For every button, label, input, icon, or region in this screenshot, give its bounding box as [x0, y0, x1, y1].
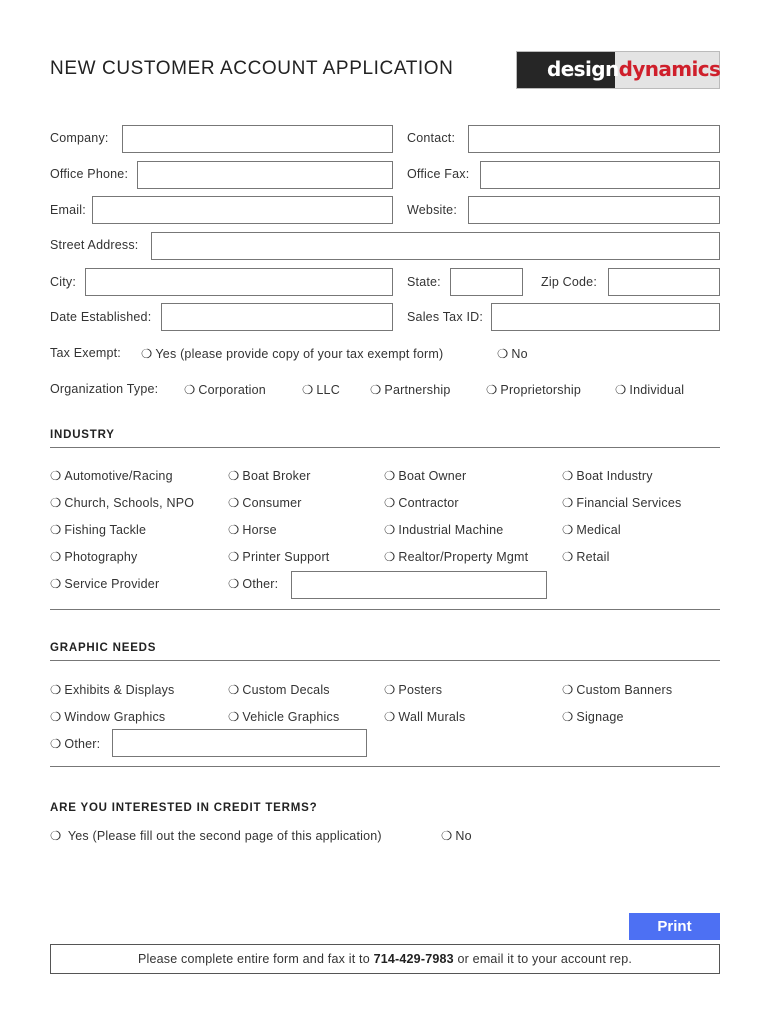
- option-label: Yes (Please fill out the second page of this application): [67, 829, 382, 843]
- date-established-field[interactable]: [161, 303, 393, 331]
- zip-code-label: Zip Code:: [541, 275, 597, 289]
- radio-icon: ❍: [50, 577, 62, 591]
- industry-option[interactable]: [228, 495, 302, 510]
- tax-exempt-no-option[interactable]: [497, 346, 528, 361]
- option-label: Consumer: [242, 496, 302, 510]
- industry-bottom-divider: [50, 609, 720, 610]
- radio-icon: ❍: [184, 383, 196, 397]
- option-label: Church, Schools, NPO: [64, 496, 195, 510]
- option-label: Automotive/Racing: [64, 469, 173, 483]
- industry-option[interactable]: [384, 549, 528, 564]
- radio-icon: ❍: [615, 383, 627, 397]
- contact-label: Contact:: [407, 131, 456, 145]
- city-label: City:: [50, 275, 76, 289]
- option-label: Partnership: [384, 383, 451, 397]
- street-address-label: Street Address:: [50, 238, 139, 252]
- radio-icon: ❍: [384, 496, 396, 510]
- company-logo: [516, 51, 720, 89]
- radio-icon: ❍: [562, 550, 574, 564]
- option-label: Proprietorship: [500, 383, 582, 397]
- tax-exempt-yes-option[interactable]: [141, 346, 443, 361]
- radio-icon: ❍: [50, 737, 62, 751]
- sales-tax-id-label: Sales Tax ID:: [407, 310, 484, 324]
- option-label: LLC: [316, 383, 340, 397]
- industry-option[interactable]: [562, 495, 681, 510]
- industry-option[interactable]: [228, 468, 311, 483]
- option-label: Custom Decals: [242, 683, 330, 697]
- sales-tax-id-field[interactable]: [491, 303, 720, 331]
- option-label: Boat Industry: [576, 469, 653, 483]
- option-label: Other:: [64, 737, 101, 751]
- industry-option[interactable]: [562, 549, 610, 564]
- graphic-need-option[interactable]: [50, 682, 175, 697]
- radio-icon: ❍: [141, 347, 153, 361]
- option-label: Printer Support: [242, 550, 330, 564]
- radio-icon: ❍: [302, 383, 314, 397]
- radio-icon: ❍: [384, 683, 396, 697]
- credit-terms-heading: ARE YOU INTERESTED IN CREDIT TERMS?: [50, 802, 318, 814]
- radio-icon: ❍: [228, 683, 240, 697]
- radio-icon: ❍: [562, 710, 574, 724]
- radio-icon: ❍: [228, 710, 240, 724]
- radio-icon: ❍: [562, 683, 574, 697]
- option-label: Service Provider: [64, 577, 160, 591]
- industry-other-option[interactable]: [228, 576, 278, 591]
- option-label: Yes (please provide copy of your tax exempt form): [155, 347, 444, 361]
- state-label: State:: [407, 275, 441, 289]
- option-label: No: [511, 347, 528, 361]
- radio-icon: ❍: [562, 523, 574, 537]
- org-type-llc-option[interactable]: [302, 382, 340, 397]
- industry-option[interactable]: [562, 468, 653, 483]
- website-field[interactable]: [468, 196, 720, 224]
- footer-text-after: or email it to your account rep.: [453, 952, 633, 966]
- industry-option[interactable]: [384, 468, 466, 483]
- radio-icon: ❍: [384, 710, 396, 724]
- option-label: Medical: [576, 523, 621, 537]
- option-label: Wall Murals: [398, 710, 466, 724]
- industry-option[interactable]: [228, 522, 277, 537]
- option-label: Realtor/Property Mgmt: [398, 550, 529, 564]
- footer-text-before: Please complete entire form and fax it to: [137, 952, 374, 966]
- radio-icon: ❍: [50, 523, 62, 537]
- tax-exempt-label: Tax Exempt:: [50, 346, 121, 360]
- office-fax-field[interactable]: [480, 161, 720, 189]
- company-field[interactable]: [122, 125, 393, 153]
- option-label: Horse: [242, 523, 277, 537]
- radio-icon: ❍: [50, 496, 62, 510]
- graphic-needs-other-option[interactable]: [50, 736, 100, 751]
- radio-icon: ❍: [441, 829, 453, 843]
- radio-icon: ❍: [228, 550, 240, 564]
- graphic-need-option[interactable]: [562, 682, 672, 697]
- industry-option[interactable]: [50, 576, 159, 591]
- org-type-partnership-option[interactable]: [370, 382, 451, 397]
- option-label: Corporation: [198, 383, 266, 397]
- graphic-needs-divider: [50, 660, 720, 661]
- radio-icon: ❍: [370, 383, 382, 397]
- option-label: Custom Banners: [576, 683, 673, 697]
- radio-icon: ❍: [384, 550, 396, 564]
- industry-option[interactable]: [562, 522, 621, 537]
- radio-icon: ❍: [50, 550, 62, 564]
- option-label: Financial Services: [576, 496, 682, 510]
- zip-code-field[interactable]: [608, 268, 720, 296]
- option-label: Boat Broker: [242, 469, 311, 483]
- industry-other-field[interactable]: [291, 571, 547, 599]
- graphic-need-option[interactable]: [228, 709, 339, 724]
- option-label: Contractor: [398, 496, 459, 510]
- date-established-label: Date Established:: [50, 310, 152, 324]
- industry-option[interactable]: [50, 495, 194, 510]
- radio-icon: ❍: [228, 577, 240, 591]
- organization-type-label: Organization Type:: [50, 382, 159, 396]
- radio-icon: ❍: [384, 469, 396, 483]
- graphic-needs-heading: GRAPHIC NEEDS: [50, 642, 157, 654]
- graphic-need-option[interactable]: [50, 709, 165, 724]
- page-title: NEW CUSTOMER ACCOUNT APPLICATION: [50, 58, 454, 79]
- contact-field[interactable]: [468, 125, 720, 153]
- graphic-needs-other-field[interactable]: [112, 729, 367, 757]
- footer-instructions: [50, 944, 720, 974]
- street-address-field[interactable]: [151, 232, 720, 260]
- option-label: No: [455, 829, 472, 843]
- radio-icon: ❍: [228, 469, 240, 483]
- org-type-individual-option[interactable]: [615, 382, 684, 397]
- option-label: Individual: [629, 383, 685, 397]
- fax-number: 714-429-7983: [373, 952, 454, 966]
- state-field[interactable]: [450, 268, 523, 296]
- org-type-corporation-option[interactable]: [184, 382, 266, 397]
- option-label: Retail: [576, 550, 610, 564]
- industry-option[interactable]: [384, 495, 459, 510]
- radio-icon: ❍: [497, 347, 509, 361]
- city-field[interactable]: [85, 268, 393, 296]
- graphic-needs-bottom-divider: [50, 766, 720, 767]
- logo-text-dynamics: dynamics: [618, 57, 721, 81]
- radio-icon: ❍: [228, 496, 240, 510]
- email-field[interactable]: [92, 196, 393, 224]
- office-fax-label: Office Fax:: [407, 167, 470, 181]
- office-phone-field[interactable]: [137, 161, 393, 189]
- option-label: Industrial Machine: [398, 523, 504, 537]
- company-label: Company:: [50, 131, 109, 145]
- option-label: Photography: [64, 550, 138, 564]
- office-phone-label: Office Phone:: [50, 167, 129, 181]
- logo-text-design: design: [547, 57, 619, 81]
- credit-terms-no-option[interactable]: [441, 828, 472, 843]
- graphic-need-option[interactable]: [384, 682, 442, 697]
- print-button[interactable]: Print: [629, 913, 720, 940]
- industry-option[interactable]: [50, 522, 146, 537]
- credit-terms-yes-option[interactable]: [50, 828, 382, 843]
- radio-icon: ❍: [562, 469, 574, 483]
- option-label: Window Graphics: [64, 710, 166, 724]
- option-label: Other:: [242, 577, 279, 591]
- radio-icon: ❍: [486, 383, 498, 397]
- option-label: Exhibits & Displays: [64, 683, 175, 697]
- radio-icon: ❍: [50, 710, 62, 724]
- industry-heading: INDUSTRY: [50, 429, 115, 441]
- option-label: Vehicle Graphics: [242, 710, 340, 724]
- radio-icon: ❍: [228, 523, 240, 537]
- email-label: Email:: [50, 203, 86, 217]
- graphic-need-option[interactable]: [562, 709, 624, 724]
- industry-option[interactable]: [228, 549, 329, 564]
- industry-divider: [50, 447, 720, 448]
- option-label: Fishing Tackle: [64, 523, 147, 537]
- option-label: Posters: [398, 683, 443, 697]
- radio-icon: ❍: [562, 496, 574, 510]
- option-label: Boat Owner: [398, 469, 467, 483]
- industry-option[interactable]: [50, 549, 138, 564]
- option-label: Signage: [576, 710, 624, 724]
- radio-icon: ❍: [50, 683, 62, 697]
- industry-option[interactable]: [384, 522, 503, 537]
- website-label: Website:: [407, 203, 458, 217]
- radio-icon: ❍: [50, 829, 62, 843]
- org-type-proprietorship-option[interactable]: [486, 382, 581, 397]
- radio-icon: ❍: [50, 469, 62, 483]
- radio-icon: ❍: [384, 523, 396, 537]
- graphic-need-option[interactable]: [228, 682, 330, 697]
- graphic-need-option[interactable]: [384, 709, 465, 724]
- industry-option[interactable]: [50, 468, 173, 483]
